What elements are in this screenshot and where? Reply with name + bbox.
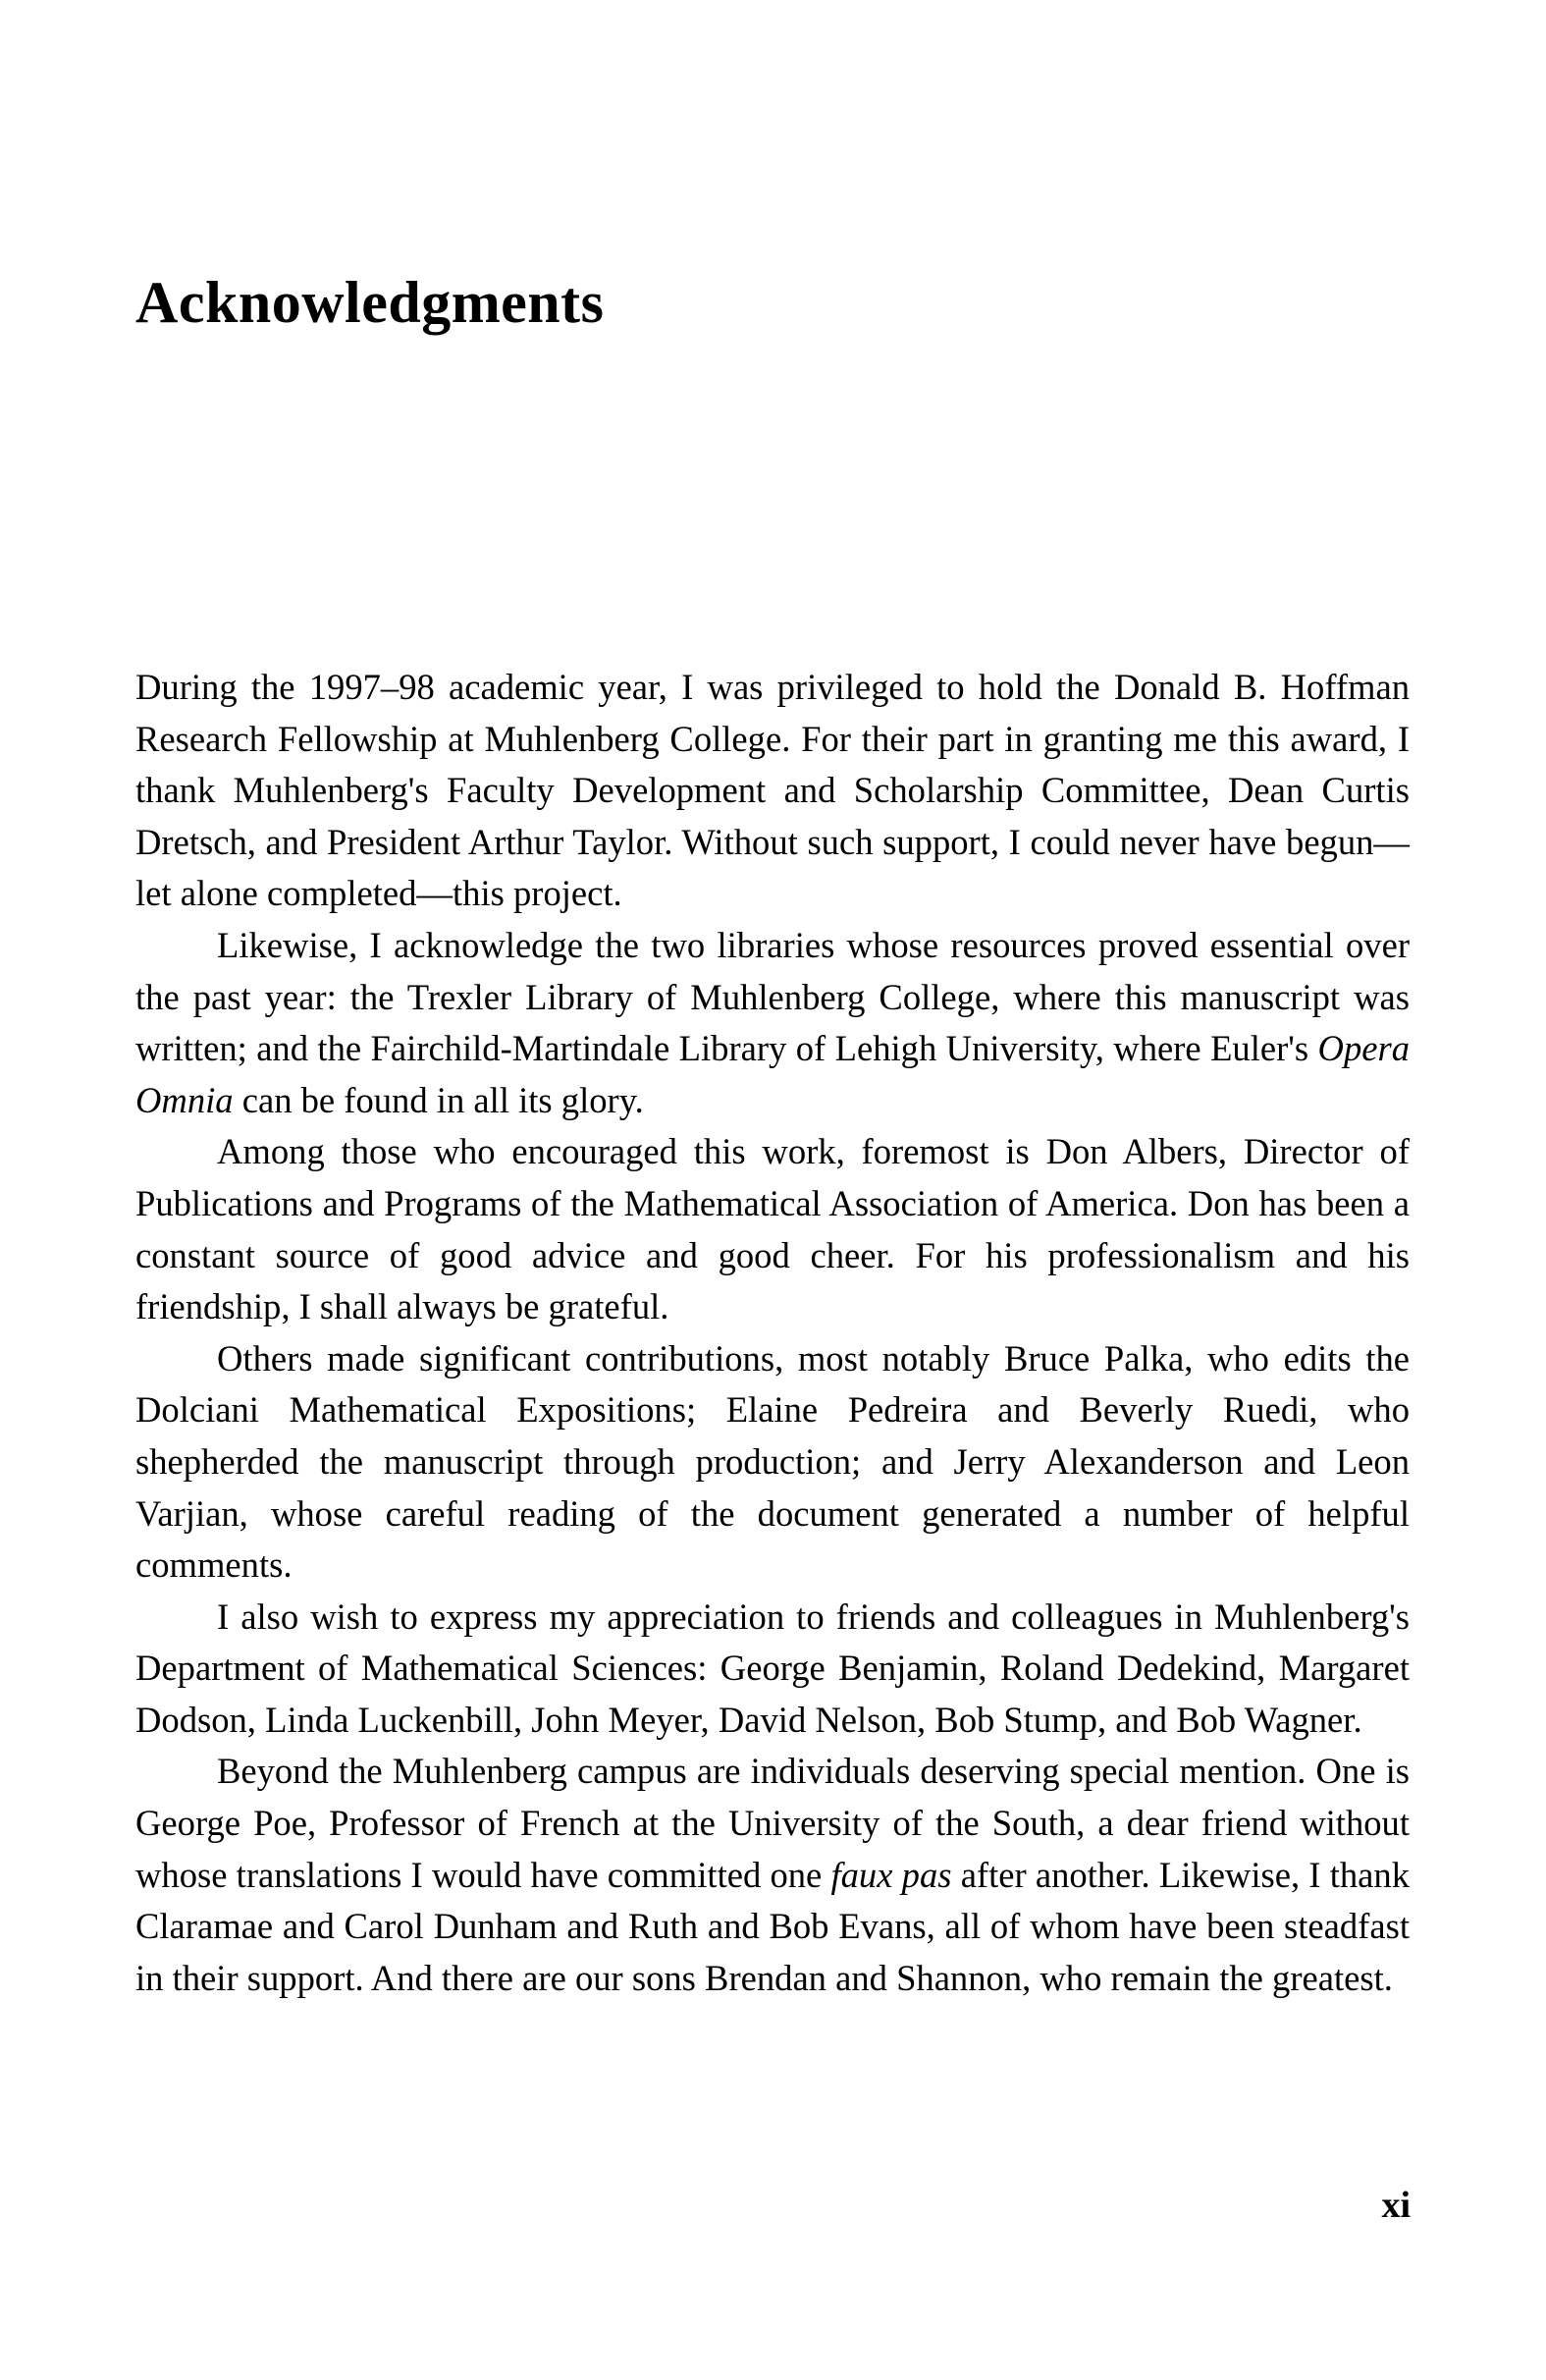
paragraph-text: after another. Likewise, I thank Claramae and Carol Dunham and Ruth and Bob Evans, all of whom have been steadfast in their support. And there are our sons Brendan and Shannon, who remain the greatest.: [135, 1854, 1410, 1998]
paragraph-text: can be found in all its glory.: [233, 1079, 644, 1120]
paragraph-colleagues: [135, 1592, 1410, 1747]
paragraph-text: I also wish to express my appreciation to friends and colleagues in Muhlenberg's Department of Mathematical Sciences: George Benjamin, Roland Dedekind, Margaret Dodson, Linda Luckenbill, John Meyer, David Nelson, Bob Stump, and Bob Wagner.: [135, 1596, 1410, 1740]
paragraph-encouragement: [135, 1126, 1410, 1332]
page-heading: Acknowledgments: [135, 270, 605, 335]
paragraph-friends-family: [135, 1746, 1410, 2004]
paragraph-contributions: [135, 1333, 1410, 1592]
italic-title: Opera Omnia: [135, 1028, 1410, 1120]
paragraph-text: Likewise, I acknowledge the two libraries whose resources proved essential over the past year: the Trexler Library of Muhlenberg College, where this manuscript was written; and the Fairchild-Martindale Library of Lehigh University, where Euler's: [135, 924, 1410, 1069]
paragraph-libraries: [135, 920, 1410, 1126]
italic-phrase: faux pas: [830, 1854, 952, 1895]
paragraph-text: Beyond the Muhlenberg campus are individuals deserving special mention. One is George Poe, Professor of French at the University of the South, a dear friend without whose translations I would have committed one: [135, 1751, 1410, 1895]
paragraph-text: Among those who encouraged this work, foremost is Don Albers, Director of Publications and Programs of the Mathematical Association of America. Don has been a constant source of good advice and good cheer. For his professionalism and his friendship, I shall always be grateful.: [135, 1131, 1410, 1327]
paragraph-text: Others made significant contributions, most notably Bruce Palka, who edits the Dolciani Mathematical Expositions; Elaine Pedreira and Beverly Ruedi, who shepherded the manuscript through production; and Jerry Alexanderson and Leon Varjian, whose careful reading of the document generated a number of helpful comments.: [135, 1337, 1410, 1586]
acknowledgments-body: [135, 662, 1410, 2004]
paragraph-text: During the 1997–98 academic year, I was privileged to hold the Donald B. Hoffman Research Fellowship at Muhlenberg College. For their part in granting me this award, I thank Muhlenberg's Faculty Development and Scholarship Committee, Dean Curtis Dretsch, and President Arthur Taylor. Without such support, I could never have begun—let alone completed—this project.: [135, 667, 1410, 914]
page-number: xi: [1381, 2185, 1411, 2226]
paragraph-fellowship: [135, 662, 1410, 920]
